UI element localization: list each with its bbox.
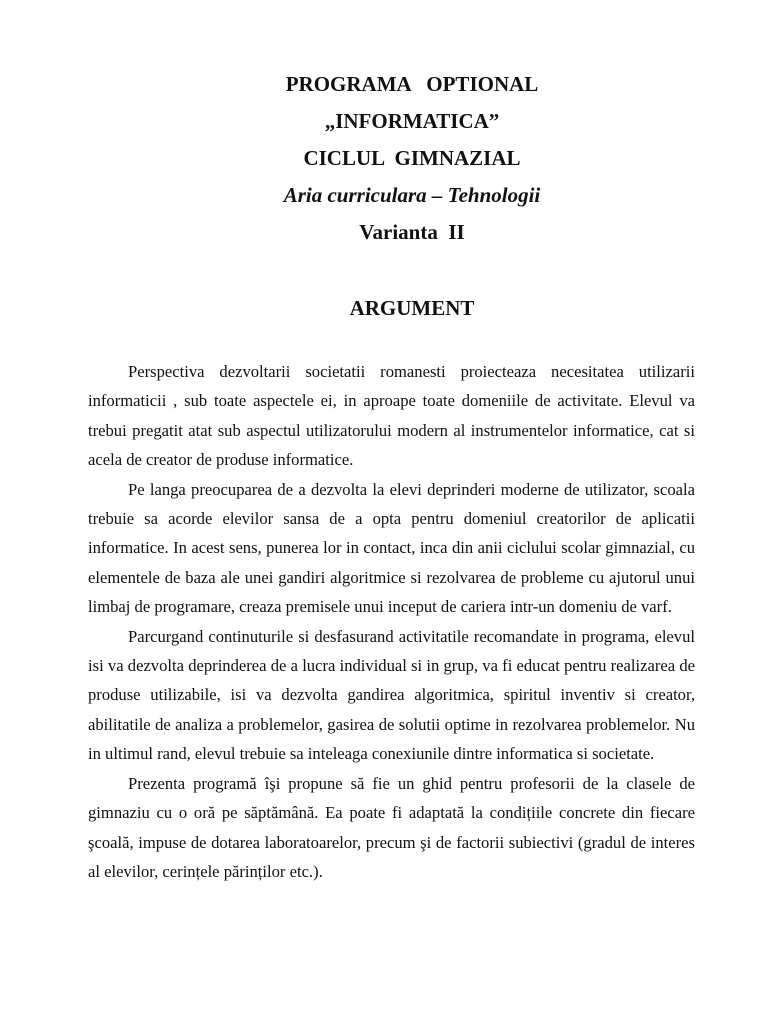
cycle-title: CICLUL GIMNAZIAL	[303, 146, 521, 170]
document-header	[0, 66, 768, 251]
program-title: PROGRAMA OPTIONAL	[285, 72, 539, 96]
subject-title: „INFORMATICA”	[324, 109, 500, 133]
section-title: ARGUMENT	[349, 296, 475, 320]
body-text	[88, 357, 695, 886]
paragraph-2: Pe langa preocuparea de a dezvolta la elevi deprinderi moderne de utilizator, scoala trebuie sa acorde elevilor sansa de a opta pentru domeniul creatorilor de aplicatii informatice. In acest sens, punerea lor in contact, inca din anii ciclului scolar gimnazial, cu elementele de baza ale unei gandiri algoritmice si rezolvarea de probleme cu ajutorul unui limbaj de programare, creaza premisele unui inceput de cariera intr-un domeniu de varf.	[88, 479, 695, 617]
paragraph-1: Perspectiva dezvoltarii societatii romanesti proiecteaza necesitatea utilizarii informaticii , sub toate aspectele ei, in aproape toate domeniile de activitate. Elevul va trebui pregatit atat sub aspectul utilizatorului modern al instrumentelor informatice, cat si acela de creator de produse informatice.	[88, 362, 695, 470]
paragraph-3: Parcurgand continuturile si desfasurand activitatile recomandate in programa, elevul isi va dezvolta deprinderea de a lucra individual si in grup, va fi educat pentru realizarea de produse utilizabile, isi va dezvolta gandirea algoritmica, spiritul inventiv si creator, abilitatile de analiza a problemelor, gasirea de solutii optime in rezolvarea problemelor. Nu in ultimul rand, elevul trebuie sa inteleaga conexiunile dintre informatica si societate.	[88, 626, 695, 764]
variant-label: Varianta II	[359, 220, 465, 244]
paragraph-4: Prezenta programă îşi propune să fie un ghid pentru profesorii de la clasele de gimnaziu cu o oră pe săptămână. Ea poate fi adaptată la condițiile concrete din fiecare şcoală, impuse de dotarea laboratoarelor, precum şi de factorii subiectivi (gradul de interes al elevilor, cerințele părinților etc.).	[88, 773, 695, 881]
curricular-area: Aria curriculara – Tehnologii	[283, 183, 541, 207]
